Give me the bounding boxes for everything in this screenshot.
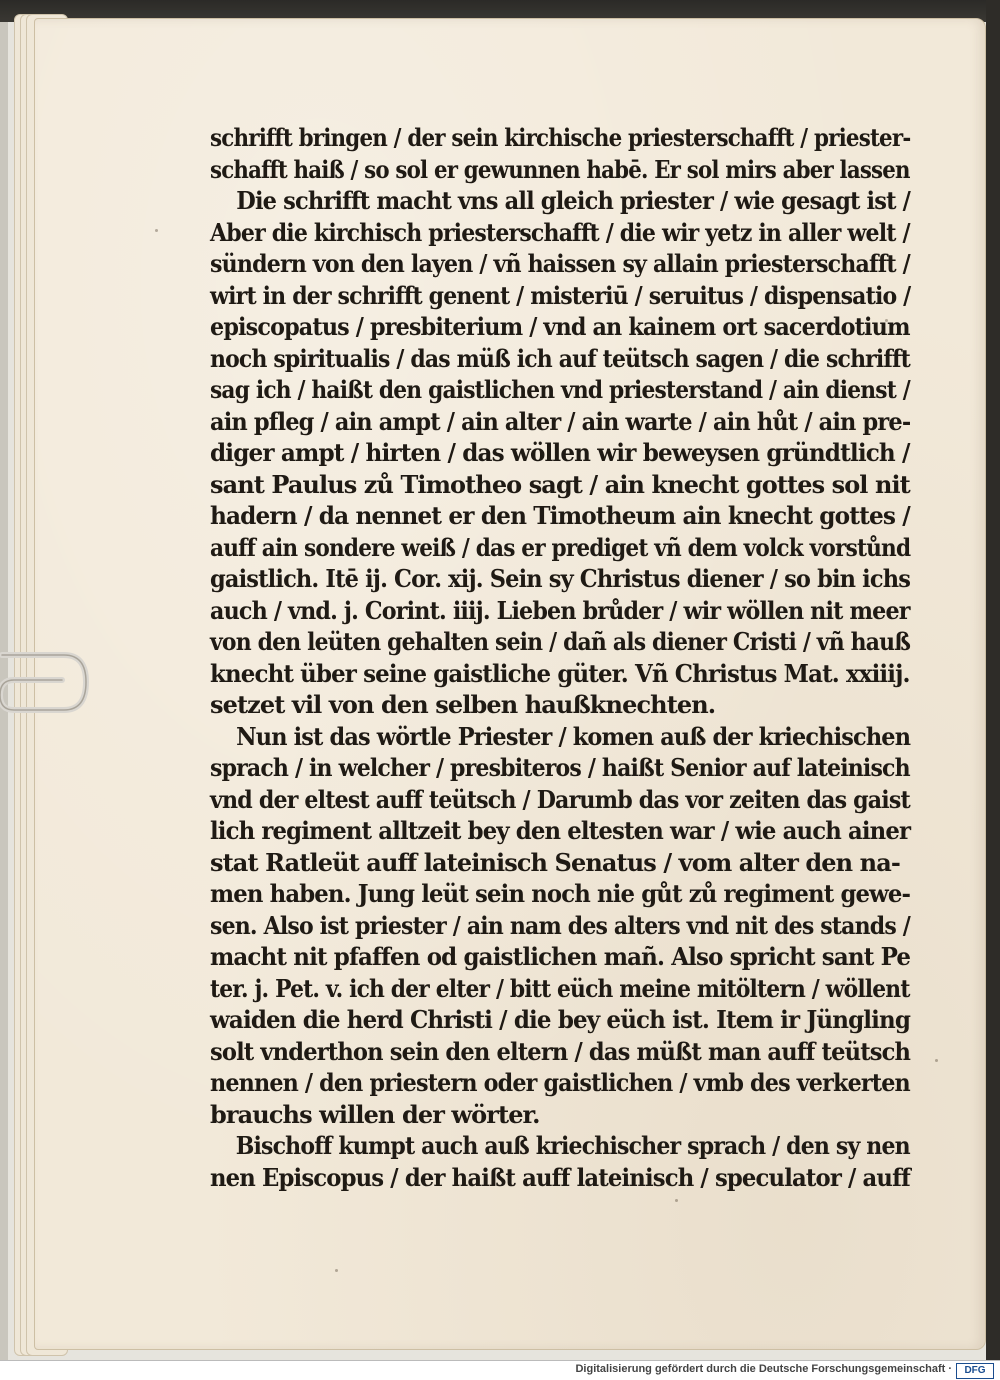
text-line: von den leüten gehalten sein / dañ als diener Cristi / vñ hauß xyxy=(210,627,911,656)
text-line: Bischoff kumpt auch auß kriechischer sprach / den sy nen xyxy=(235,1131,910,1160)
text-line: diger ampt / hirten / das wöllen wir beweysen gründtlich / xyxy=(210,438,910,467)
text-line: lich regiment alltzeit bey den eltesten war / wie auch ainer xyxy=(210,816,911,845)
text-line: setzet vil von den selben haußknechten. xyxy=(210,690,716,719)
text-line: men haben. Jung leüt sein noch nie gůt zů regiment gewe- xyxy=(210,879,911,908)
text-line: ain pfleg / ain ampt / ain alter / ain warte / ain hůt / ain pre- xyxy=(210,406,911,436)
main-text-block xyxy=(210,122,910,1193)
paper-clip-icon xyxy=(0,640,94,735)
text-line: auch / vnd. j. Corint. iiij. Lieben brůder / wir wöllen nit meer xyxy=(210,595,910,625)
text-line: sag ich / haißt den gaistlichen vnd priesterstand / ain dienst / xyxy=(210,375,910,404)
text-line: Aber die kirchisch priesterschafft / die wir yetz in aller welt / xyxy=(210,217,910,247)
text-line: schrifft bringen / der sein kirchische priesterschafft / priester- xyxy=(210,123,911,152)
text-line: waiden die herd Christi / die bey eüch ist. Item ir Jüngling xyxy=(210,1005,911,1034)
text-line: Nun ist das wörtle Priester / komen auß der kriechischen xyxy=(236,721,911,751)
text-line: auff ain sondere weiß / das er prediget vñ dem volck vorstůnd xyxy=(210,532,911,562)
text-line: nennen / den priestern oder gaistlichen / vmb des verkerten xyxy=(210,1068,910,1097)
text-line: gaistlich. Itē ij. Cor. xij. Sein sy Christus diener / so bin ichs xyxy=(210,564,911,593)
text-line: episcopatus / presbiterium / vnd an kainem ort sacerdotium xyxy=(210,312,910,341)
text-line: sündern von den layen / vñ haissen sy allain priesterschafft / xyxy=(210,249,910,278)
text-line: noch spiritualis / das müß ich auf teütsch sagen / die schrifft xyxy=(210,343,910,373)
text-line: knecht über seine gaistliche güter. Vñ Christus Mat. xxiiij. xyxy=(210,658,910,688)
text-line: solt vnderthon sein den eltern / das müßt man auff teütsch xyxy=(210,1036,911,1066)
text-line: vnd der eltest auff teütsch / Darumb das vor zeiten das gaist xyxy=(210,784,910,814)
text-line: ter. j. Pet. v. ich der elter / bitt eüch meine mitöltern / wöllent xyxy=(210,973,910,1003)
text-line: wirt in der schrifft genent / misteriū / seruitus / dispensatio / xyxy=(210,280,911,310)
text-line: sprach / in welcher / presbiteros / haißt Senior auf lateinisch xyxy=(210,753,910,782)
footer-bar xyxy=(0,1360,1000,1380)
text-line: Die schrifft macht vns all gleich priester / wie gesagt ist / xyxy=(236,186,911,215)
text-line: sen. Also ist priester / ain nam des alters vnd nit des stands / xyxy=(210,910,910,940)
scan-background-right xyxy=(986,0,1000,1360)
text-line: stat Ratleüt auff lateinisch Senatus / vom alter den na- xyxy=(210,847,900,877)
text-line: brauchs willen der wörter. xyxy=(210,1099,540,1129)
funding-notice: Digitalisierung gefördert durch die Deutsche Forschungsgemeinschaft · xyxy=(575,1363,952,1375)
dfg-logo-icon: DFG xyxy=(956,1363,994,1379)
text-line: hadern / da nennet er den Timotheum ain knecht gottes / xyxy=(210,501,910,530)
text-line: macht nit pfaffen od gaistlichen mañ. Also spricht sant Pe xyxy=(210,942,911,971)
text-line: schafft haiß / so sol er gewunnen habē. Er sol mirs aber lassen xyxy=(210,154,910,184)
text-line: sant Paulus zů Timotheo sagt / ain knecht gottes sol nit xyxy=(210,469,910,499)
text-line: nen Episcopus / der haißt auff lateinisch / speculator / auff xyxy=(210,1162,910,1192)
